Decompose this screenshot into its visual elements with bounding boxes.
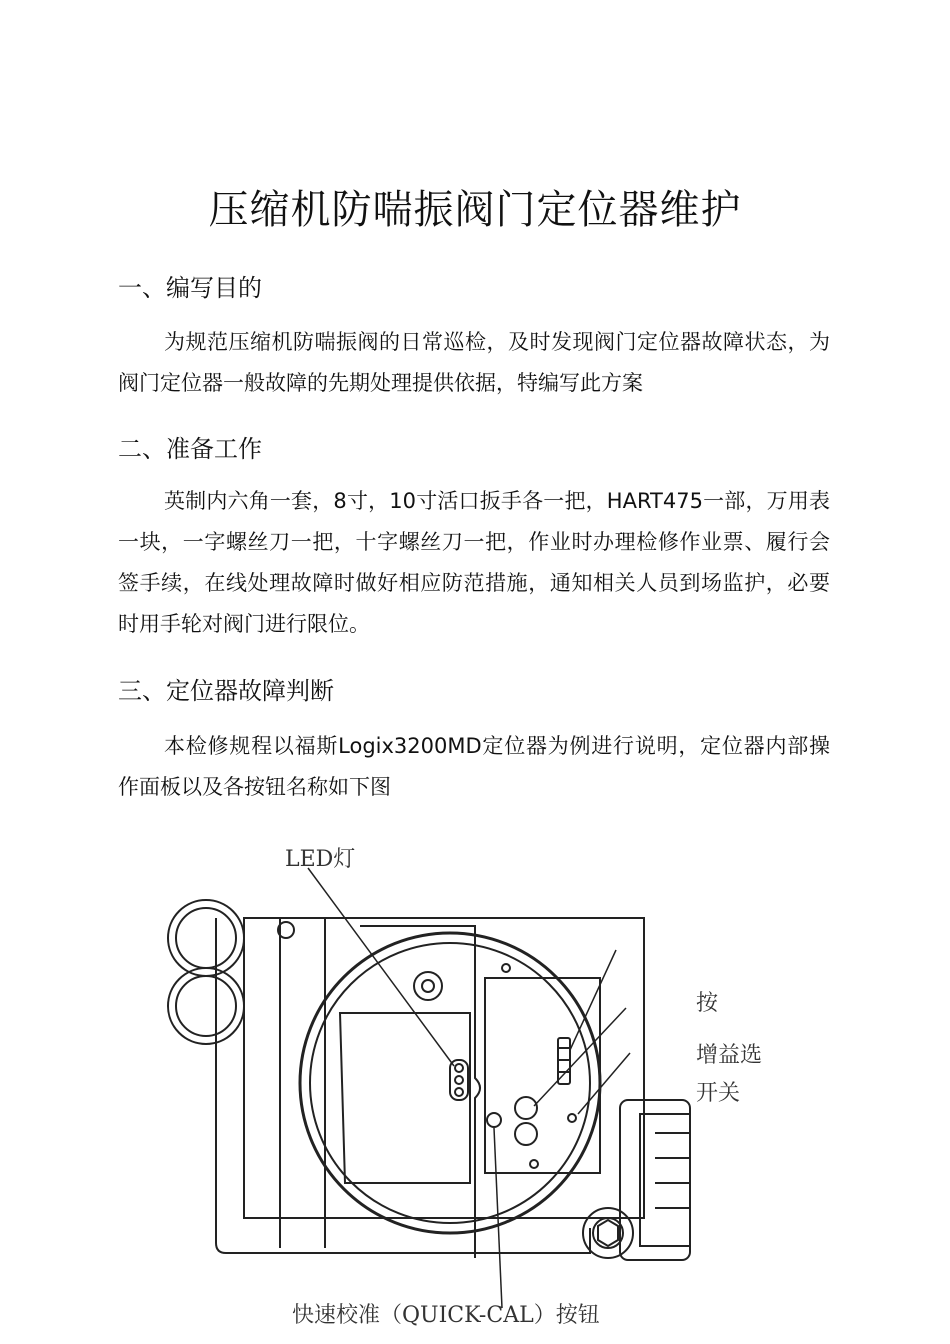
section-body-purpose: 为规范压缩机防喘振阀的日常巡检，及时发现阀门定位器故障状态，为阀门定位器一般故障的先期处理提供依据，特编写此方案 [118,330,830,395]
positioner-panel-figure [150,838,800,1338]
section-heading-preparation: 二、准备工作 [118,435,262,463]
section-body-fault-judgement: 本检修规程以福斯Logix3200MD定位器为例进行说明，定位器内部操作面板以及各按钮名称如下图 [118,734,830,799]
quick-cal-label: 快速校准（QUICK-CAL）按钮 [292,1303,600,1328]
gain-select-label: 增益选 [696,1043,763,1068]
switch-label: 开关 [696,1081,741,1106]
section-heading-fault-judgement: 三、定位器故障判断 [118,677,334,705]
led-label: LED灯 [285,847,356,872]
page-title: 压缩机防喘振阀门定位器维护 [208,187,742,233]
section-body-preparation: 英制内六角一套，8寸，10寸活口扳手各一把，HART475一部，万用表一块，一字螺丝刀一把，十字螺丝刀一把，作业时办理检修作业票、履行会签手续，在线处理故障时做好相应防范措施，通知相关人员到场监护，必要时用手轮对阀门进行限位。 [118,489,830,636]
button-label-partial: 按 [696,991,719,1016]
section-heading-purpose: 一、编写目的 [118,274,262,302]
